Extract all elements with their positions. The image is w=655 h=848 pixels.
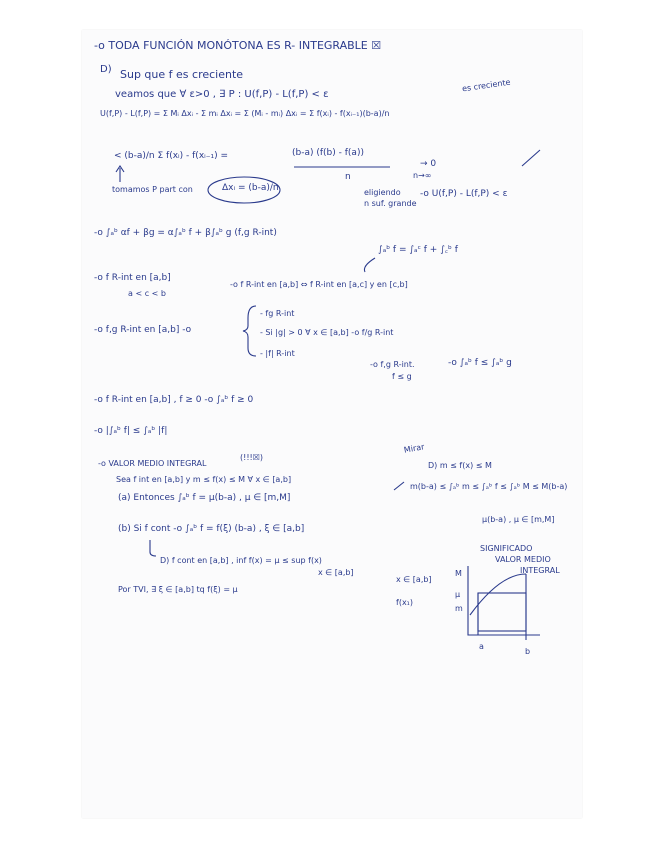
graph-label-upper: M xyxy=(455,569,462,578)
product-item-3: - |f| R-int xyxy=(260,349,295,358)
mean-part-a: (a) Entonces ∫ₐᵇ f = μ(b-a) , μ ∈ [m,M] xyxy=(118,493,291,503)
graph-rectangle xyxy=(478,593,526,631)
choose-note: eligiendo xyxy=(364,188,401,197)
theorem-title: -o TODA FUNCIÓN MONÓTONA ES R- INTEGRABLE ☒ xyxy=(94,39,382,52)
assumption-line: Sup que f es creciente xyxy=(120,68,244,81)
sum-equation: U(f,P) - L(f,P) = Σ Mᵢ Δxᵢ - Σ mᵢ Δxᵢ = Σ (Mᵢ - mᵢ) Δxᵢ = Σ f(xᵢ) - f(xᵢ₋₁)(b-a)/n xyxy=(100,109,390,118)
mean-part-b: (b) Si f cont -o ∫ₐᵇ f = f(ξ) (b-a) , ξ ∈ [a,b] xyxy=(118,524,305,534)
limit-arrow: → 0 xyxy=(420,159,437,169)
interval-condition: a < c < b xyxy=(128,289,166,298)
meaning-label-3: INTEGRAL xyxy=(520,566,560,575)
fraction-denominator: n xyxy=(345,172,351,182)
product-item-2: - Si |g| > 0 ∀ x ∈ [a,b] -o f/g R-int xyxy=(260,328,394,337)
side-note-increasing: es creciente xyxy=(461,77,512,94)
absolute-value-property: -o |∫ₐᵇ f| ≤ ∫ₐᵇ |f| xyxy=(94,426,168,436)
limit-subscript: n→∞ xyxy=(413,171,432,180)
graph-label-lower: m xyxy=(455,604,463,613)
partition-circle xyxy=(208,177,280,203)
mirar-arrow xyxy=(394,482,404,490)
product-property: -o f,g R-int en [a,b] -o xyxy=(94,325,192,335)
brace xyxy=(243,306,256,356)
choose-note-n: n suf. grande xyxy=(364,199,417,208)
epsilon-arrow xyxy=(522,150,540,166)
positivity-property: -o f R-int en [a,b] , f ≥ 0 -o ∫ₐᵇ f ≥ 0 xyxy=(94,395,254,405)
proof-marker: D) xyxy=(100,64,112,75)
interval-property: -o f R-int en [a,b] xyxy=(94,273,171,283)
partition-delta: Δxᵢ = (b-a)/n xyxy=(222,183,279,193)
mean-value-mark: (!!!☒) xyxy=(240,453,264,462)
up-arrow xyxy=(116,166,124,182)
sup-domain: x ∈ [a,b] xyxy=(396,575,432,584)
meaning-label: SIGNIFICADO xyxy=(480,544,533,553)
partition-note: tomamos P part con xyxy=(112,185,193,194)
continuity-proof: D) f cont en [a,b] , inf f(x) = μ ≤ sup f(x) xyxy=(160,556,322,565)
graph-label-mean: μ xyxy=(455,590,461,599)
interval-equivalence: -o f R-int en [a,b] ⇔ f R-int en [a,c] y en [c,b] xyxy=(230,280,408,289)
ivt-line: Por TVI, ∃ ξ ∈ [a,b] tq f(ξ) = μ xyxy=(118,585,238,594)
look-note: Mirar xyxy=(403,442,426,455)
monotonic-conclusion: -o ∫ₐᵇ f ≤ ∫ₐᵇ g xyxy=(448,358,512,368)
meaning-label-2: VALOR MEDIO xyxy=(495,555,551,564)
point-value: f(x₁) xyxy=(396,598,413,607)
graph-label-a: a xyxy=(479,642,484,651)
inf-domain: x ∈ [a,b] xyxy=(318,568,354,577)
mean-hypothesis: Sea f int en [a,b] y m ≤ f(x) ≤ M ∀ x ∈ [a,b] xyxy=(116,475,292,484)
graph-label-b: b xyxy=(525,647,531,656)
product-item-1: - fg R-int xyxy=(260,309,295,318)
proof-hook xyxy=(150,540,156,556)
mean-result: μ(b-a) , μ ∈ [m,M] xyxy=(482,515,555,524)
goal-line: veamos que ∀ ε>0 , ∃ P : U(f,P) - L(f,P) < ε xyxy=(115,89,329,100)
monotonic-premise: -o f,g R-int. xyxy=(370,360,415,369)
linearity-property: -o ∫ₐᵇ αf + βg = α∫ₐᵇ f + β∫ₐᵇ g (f,g R-int) xyxy=(94,228,277,238)
mean-proof: D) m ≤ f(x) ≤ M xyxy=(428,461,492,470)
mean-value-title: -o VALOR MEDIO INTEGRAL xyxy=(98,459,207,468)
mean-inequality-chain: m(b-a) ≤ ∫ₐᵇ m ≤ ∫ₐᵇ f ≤ ∫ₐᵇ M ≤ M(b-a) xyxy=(410,482,568,491)
conclusion-line: -o U(f,P) - L(f,P) < ε xyxy=(420,189,508,199)
additivity-formula: ∫ₐᵇ f = ∫ₐᶜ f + ∫꜀ᵇ f xyxy=(378,245,458,255)
fraction-numerator: (b-a) (f(b) - f(a)) xyxy=(292,148,364,158)
additivity-pointer xyxy=(364,258,375,272)
bound-equation: < (b-a)/n Σ f(xᵢ) - f(xᵢ₋₁) = xyxy=(114,151,229,161)
graph-axes xyxy=(468,566,540,635)
monotonic-premise-2: f ≤ g xyxy=(392,372,412,381)
